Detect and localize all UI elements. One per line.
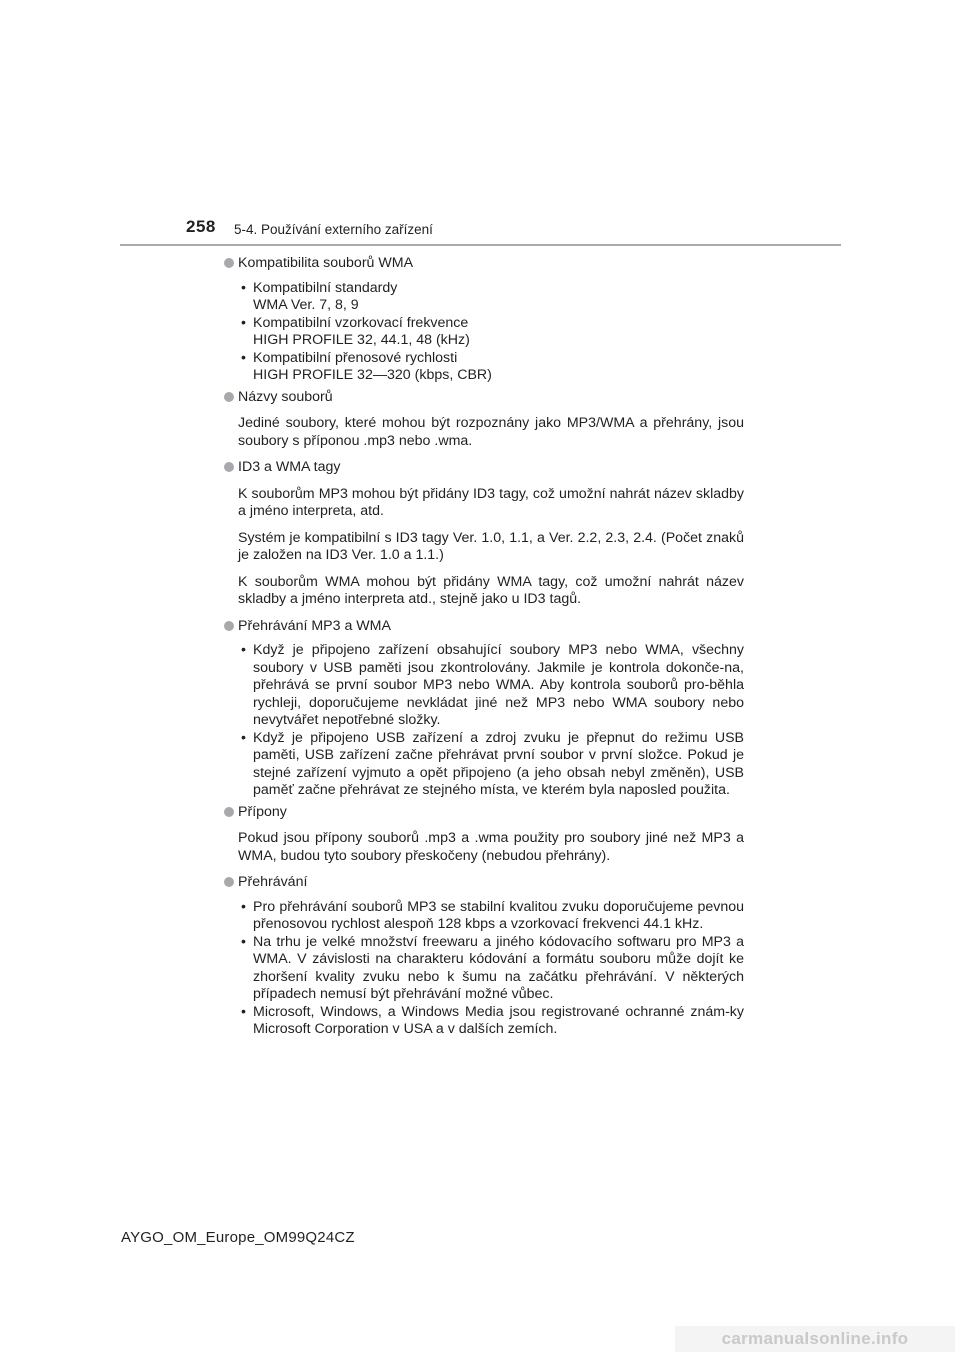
paragraph: Pokud jsou přípony souborů .mp3 a .wma použity pro soubory jiné než MP3 a WMA, budou tyto soubory přeskočeny (nebudou přehrány).: [238, 830, 744, 864]
item-value: HIGH PROFILE 32, 44.1, 48 (kHz): [253, 332, 470, 348]
list-item: [238, 730, 744, 800]
header-divider: [120, 244, 841, 246]
section-playback-mp3-wma: [224, 618, 744, 800]
section-heading: Kompatibilita souborů WMA: [238, 255, 414, 271]
section-heading: Přehrávání MP3 a WMA: [238, 617, 391, 634]
dot-bullet-icon: •: [241, 314, 246, 331]
bullet-list: [238, 642, 744, 800]
dot-bullet-icon: •: [241, 279, 246, 296]
item-value: WMA Ver. 7, 8, 9: [253, 297, 359, 313]
item-value: HIGH PROFILE 32—320 (kbps, CBR): [253, 367, 492, 383]
section-extensions: [224, 804, 744, 866]
list-item: [238, 280, 744, 315]
list-item-text: Když je připojeno zařízení obsahující soubory MP3 nebo WMA, všechny soubory v USB paměti jsou zkontrolovány. Jakmile je kontrola dokonče-na, přehrává se první soubor MP3 nebo WMA. Aby kontrola souborů pro-běhla rychleji, doporučujeme nevkládat jiné než MP3 nebo WMA soubory nebo nevytvářet nepotřebné složky.: [253, 642, 744, 728]
footer-doc-id: AYGO_OM_Europe_OM99Q24CZ: [121, 1229, 355, 1246]
page-content: [224, 255, 744, 1039]
circle-bullet-icon: [224, 392, 234, 402]
section-heading: Názvy souborů: [238, 388, 333, 405]
list-item-text: Pro přehrávání souborů MP3 se stabilní kvalitou zvuku doporučujeme pevnou přenosovou rychlost alespoň 128 kbps a vzorkovací frekvenci 44.1 kHz.: [253, 898, 744, 932]
spec-list: [238, 280, 744, 385]
dot-bullet-icon: •: [241, 933, 246, 950]
list-item-text: Na trhu je velké množství freewaru a jiného kódovacího softwaru pro MP3 a WMA. V závislosti na charakteru kódování a formátu souboru může dojít ke zhoršení kvality zvuku nebo k šumu na začátku přehrávání. V některých případech nemusí být přehrávání možné vůbec.: [253, 933, 744, 1002]
section-id3-wma-tags: [224, 459, 744, 609]
section-wma-compatibility: [224, 255, 744, 385]
paragraph: Systém je kompatibilní s ID3 tagy Ver. 1.0, 1.1, a Ver. 2.2, 2.3, 2.4. (Počet znaků je založen na ID3 Ver. 1.0 a 1.1.): [238, 529, 744, 563]
item-label: Kompatibilní vzorkovací frekvence: [253, 314, 469, 331]
paragraph: Jediné soubory, které mohou být rozpoznány jako MP3/WMA a přehrány, jsou soubory s příponou .mp3 nebo .wma.: [238, 415, 744, 449]
list-item-text: Když je připojeno USB zařízení a zdroj zvuku je přepnut do režimu USB paměti, USB zařízení začne přehrávat první soubor v první složce. Pokud je stejné zařízení vyjmuto a opět připojeno (a jeho obsah nebyl změněn), USB paměť začne přehrávat ze stejného místa, ve kterém byla naposled použita.: [253, 729, 744, 798]
circle-bullet-icon: [224, 258, 234, 268]
paragraph: K souborům MP3 mohou být přidány ID3 tagy, což umožní nahrát název skladby a jméno interpreta, atd.: [238, 485, 744, 519]
item-label: Kompatibilní přenosové rychlosti: [253, 349, 458, 366]
dot-bullet-icon: •: [241, 729, 246, 746]
circle-bullet-icon: [224, 807, 234, 817]
circle-bullet-icon: [224, 462, 234, 472]
list-item: [238, 642, 744, 730]
circle-bullet-icon: [224, 877, 234, 887]
section-file-names: [224, 389, 744, 451]
section-playback: [224, 874, 744, 1039]
section-heading: Přehrávání: [238, 874, 308, 890]
list-item: [238, 1004, 744, 1039]
list-item-text: Microsoft, Windows, a Windows Media jsou registrované ochranné znám-ky Microsoft Corporation v USA a v dalších zemích.: [253, 1003, 744, 1037]
watermark-link[interactable]: carmanualsonline.info: [675, 1326, 955, 1352]
circle-bullet-icon: [224, 621, 234, 631]
list-item: [238, 350, 744, 385]
section-heading: ID3 a WMA tagy: [238, 459, 341, 475]
dot-bullet-icon: •: [241, 642, 246, 658]
paragraph: K souborům WMA mohou být přidány WMA tagy, což umožní nahrát název skladby a jméno interpreta atd., stejně jako u ID3 tagů.: [238, 573, 744, 607]
header-section-title: 5-4. Používání externího zařízení: [234, 222, 433, 237]
dot-bullet-icon: •: [241, 898, 246, 915]
dot-bullet-icon: •: [241, 349, 246, 366]
bullet-list: [238, 899, 744, 1039]
list-item: [238, 934, 744, 1004]
list-item: [238, 899, 744, 934]
list-item: [238, 315, 744, 350]
dot-bullet-icon: •: [241, 1003, 246, 1020]
page-number: 258: [186, 217, 216, 236]
section-heading: Přípony: [238, 803, 287, 820]
item-label: Kompatibilní standardy: [253, 279, 398, 296]
